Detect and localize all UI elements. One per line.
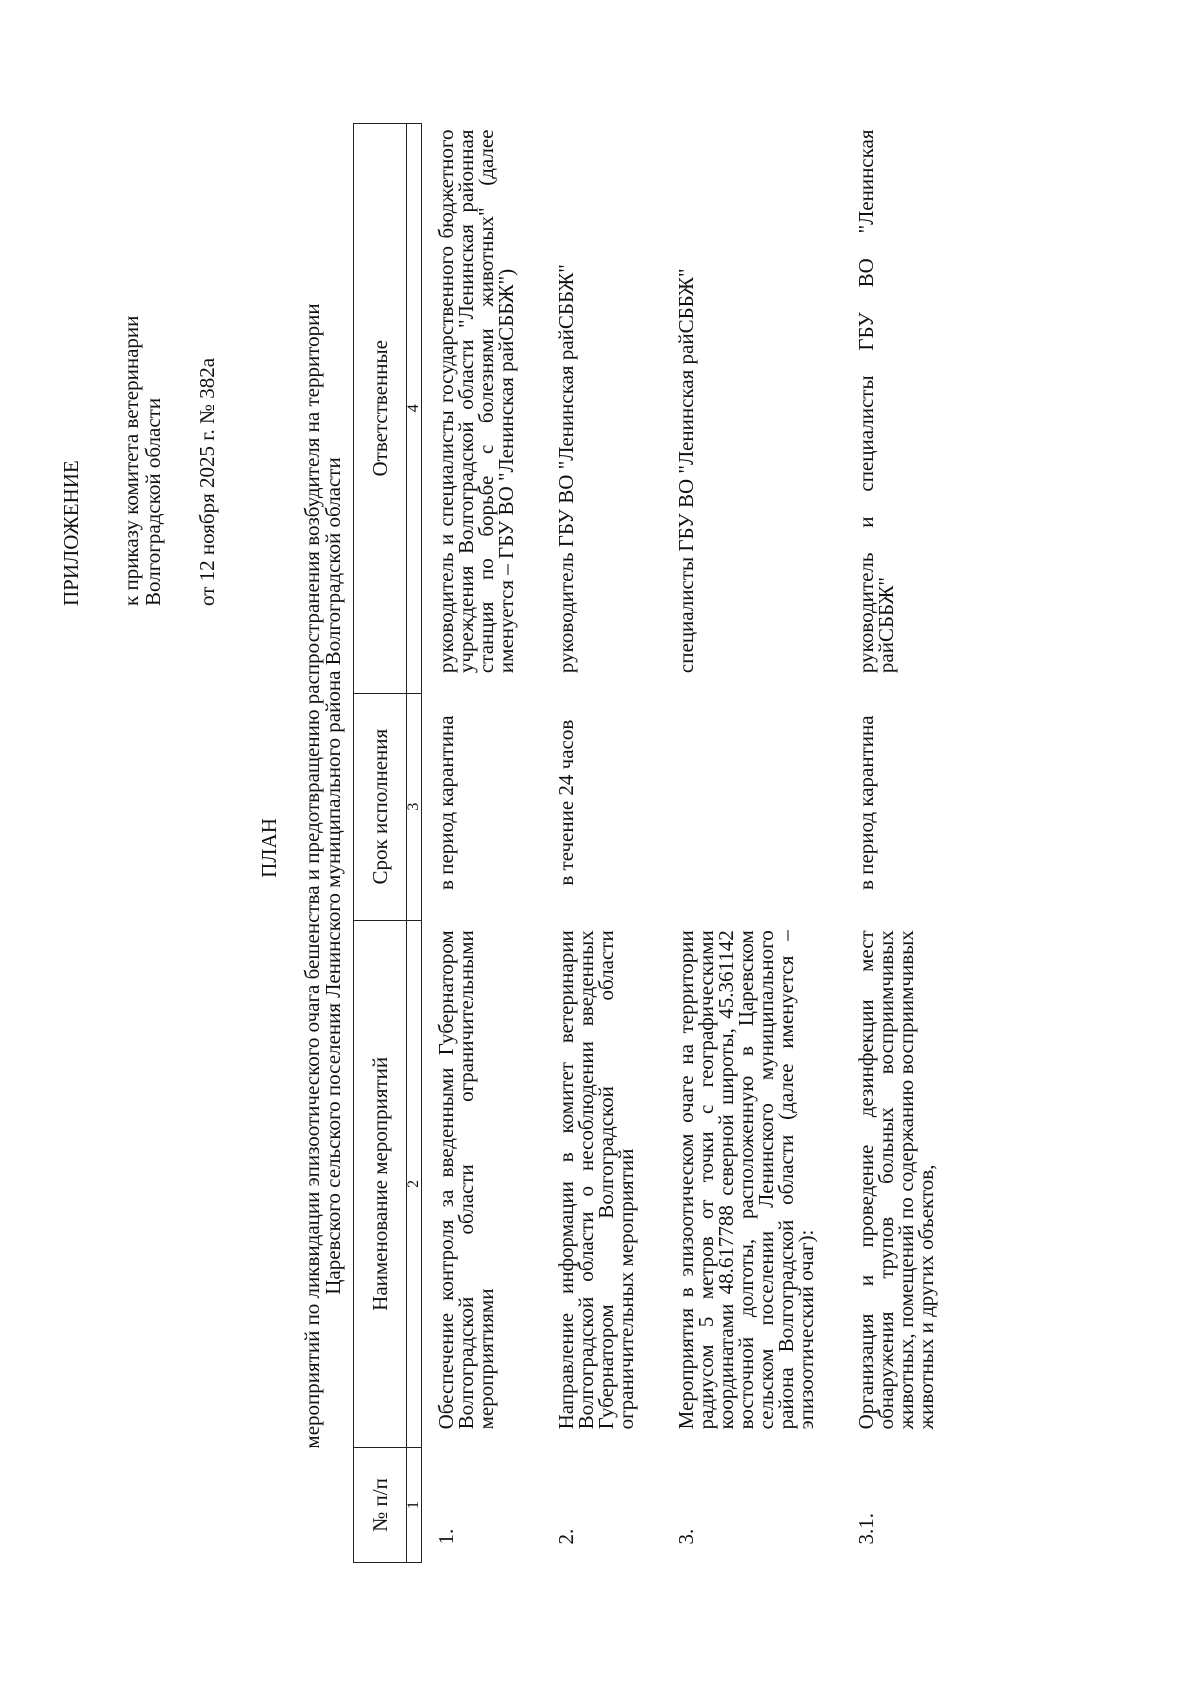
table-header-row <box>354 124 407 1563</box>
row-name: Обеспечение контроля за введенными Губернатором Волгоградской области ограничительными мероприятиями <box>434 930 498 1430</box>
table-row <box>542 124 662 1563</box>
row-number: 3.1. <box>854 1513 878 1545</box>
plan-title: ПЛАН <box>257 818 281 878</box>
column-number: 1 <box>407 1447 422 1562</box>
appendix-to <box>120 186 164 606</box>
column-number: 3 <box>407 693 422 920</box>
row-responsible: руководитель и специалисты ГБУ ВО "Ленинская райСББЖ" <box>854 129 898 674</box>
table-row <box>842 124 962 1563</box>
header-term: Срок исполнения <box>354 693 407 920</box>
row-number: 2. <box>554 1528 578 1545</box>
table-row <box>422 124 543 1563</box>
column-number: 4 <box>407 124 422 694</box>
row-term: в период карантина <box>854 715 878 890</box>
row-number: 3. <box>674 1528 698 1545</box>
row-term <box>662 693 842 920</box>
header-number: № п/п <box>354 1447 407 1562</box>
row-number: 1. <box>434 1528 458 1545</box>
plan-subtitle: мероприятий по ликвидации эпизоотического очага бешенства и предотвращению распространения возбудителя на территории Царевского сельского поселения Ленинского муниципального района Волгоградской области <box>300 303 345 1449</box>
plan-table <box>353 123 962 1563</box>
row-term: в период карантина <box>434 715 458 890</box>
appendix-to-line2: Волгоградской области <box>141 397 165 606</box>
table-row <box>662 124 842 1563</box>
row-responsible: руководитель и специалисты государственного бюджетного учреждения Волгоградской области "Ленинская районная станция по борьбе с болезнями животных" (далее именуется – ГБУ ВО "Ленинская райСББЖ") <box>434 129 518 674</box>
header-responsible: Ответственные <box>354 124 407 694</box>
row-responsible: руководитель ГБУ ВО "Ленинская райСББЖ" <box>554 264 578 674</box>
column-number: 2 <box>407 920 422 1447</box>
column-numbers-row <box>407 124 422 1563</box>
row-name: Организация и проведение дезинфекции мест обнаружения трупов больных восприимчивых животных, помещений по содержанию восприимчивых животных и других объектов, <box>854 930 938 1430</box>
appendix-date: от 12 ноября 2025 г. № 382а <box>195 357 219 606</box>
row-name: Направление информации в комитет ветеринарии Волгоградской области о несоблюдении введенных Губернатором Волгоградской области ограничительных мероприятий <box>554 930 638 1430</box>
header-name: Наименование мероприятий <box>354 920 407 1447</box>
appendix-to-line1: к приказу комитета ветеринарии <box>119 315 143 606</box>
appendix-title: ПРИЛОЖЕНИЕ <box>59 460 83 606</box>
row-term: в течение 24 часов <box>554 719 578 886</box>
row-responsible: специалисты ГБУ ВО "Ленинская райСББЖ" <box>674 268 698 674</box>
row-name: Мероприятия в эпизоотическом очаге на территории радиусом 5 метров от точки с географическими координатами 48.617788 северной широты, 45.361142 восточной долготы, расположенную в Царевском сельском поселении Ленинского муниципального района Волгоградской области (далее именуется – эпизоотический очаг): <box>674 930 818 1430</box>
